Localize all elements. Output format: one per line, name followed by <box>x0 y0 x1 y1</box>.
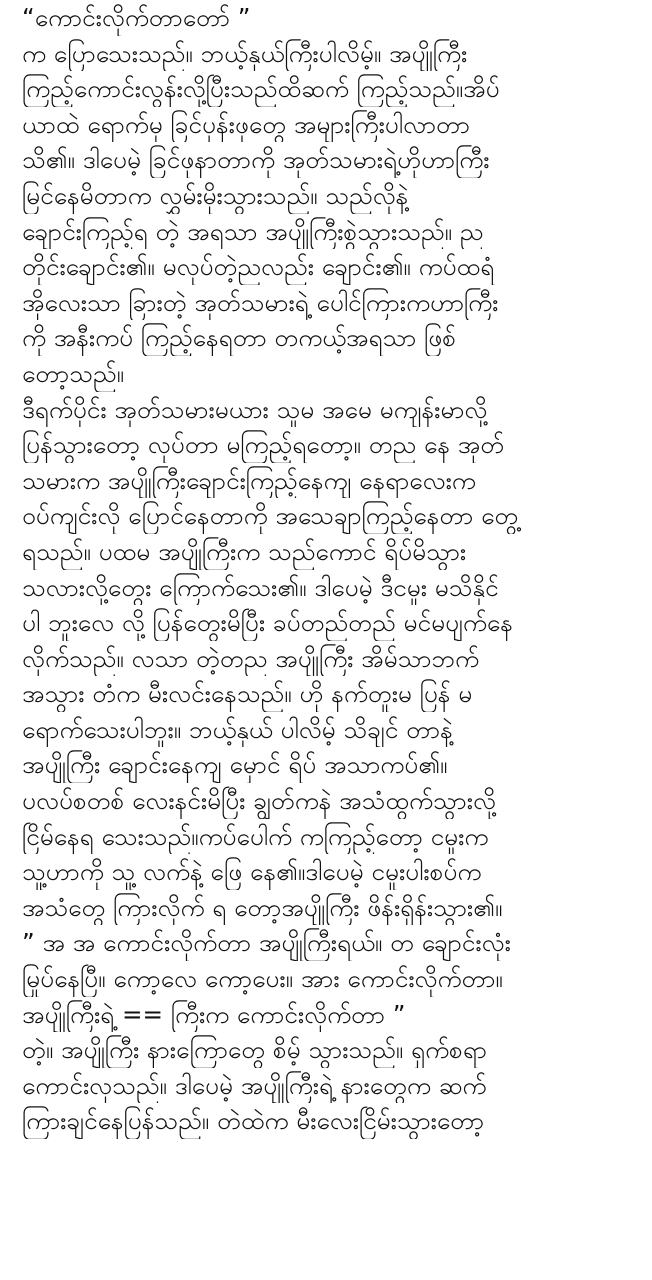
text-line: ပလပ်စတစ် လေးနင်းမိပြီး ချွတ်ကနဲ အသံထွက်သွားလို့ <box>22 786 496 816</box>
text-line: တိုင်းချောင်း၏။ မလုပ်တဲ့ညလည်း ချောင်း၏။ ကပ်ထရံ <box>22 252 495 282</box>
text-line: ပြန်သွားတော့ လုပ်တာ မကြည့်ရတော့။ တည နေ အုတ် <box>22 430 505 460</box>
text-line: က ပြောသေးသည်။ ဘယ့်နှယ်ကြီးပါလိမ့်။ အပျိုကြီး <box>22 38 468 68</box>
text-line: သလားလို့တွေး ကြောက်သေး၏။ ဒါပေမဲ့ ဒီငမူး မသိနိုင် <box>22 572 499 602</box>
text-line: အိုလေးသာ ခြားတဲ့ အုတ်သမားရဲ့ ပေါင်ကြားကဟာကြီး <box>22 287 499 317</box>
text-line: ရောက်သေးပါဘူး။ ဘယ့်နှယ် ပါလိမ့် သိချင် တာနဲ့ <box>22 714 453 744</box>
text-line: ယာထဲ ရောက်မှ ခြင်ပုန်းဖုတွေ အများကြီးပါလာတာ <box>22 109 470 139</box>
text-line: သမားက အပျိုကြီးချောင်းကြည့်နေကျ နေရာလေးက <box>22 465 476 495</box>
text-line: သိ၏။ ဒါပေမဲ့ ခြင်ဖုနာတာကို အုတ်သမားရဲ့ဟိုဟာကြီး <box>22 145 490 175</box>
text-line: ရသည်။ ပထမ အပျိုကြီးက သည်ကောင် ရိပ်မိသွား <box>22 536 467 566</box>
text-line: လိုက်သည်။ လသာ တဲ့တည အပျိုကြီး အိမ်သာဘက် <box>22 643 479 673</box>
text-line <box>22 1139 630 1175</box>
text-line: ကောင်းလှသည်။ ဒါပေမဲ့ အပျိုကြီးရဲ့ နားတွေက ဆက် <box>22 1070 487 1100</box>
text-line: ချောင်းကြည့်ရ တဲ့ အရသာ အပျိုကြီးစွဲသွားသည်။ ည <box>22 216 484 246</box>
text-line: မြုပ်နေပြီ။ ကော့လေ ကော့ပေး။ အား ကောင်းလိုက်တာ။ <box>22 964 503 994</box>
text-line: ဒီရက်ပိုင်း အုတ်သမားမယား သူမ အမေ မကျန်းမာလို့ <box>22 394 488 424</box>
text-line: အသံတွေ ကြားလိုက် ရ တော့အပျိုကြီး ဖိန်းရှိန်းသွား၏။ <box>22 892 503 922</box>
text-line: ကို အနီးကပ် ကြည့်နေရတာ တကယ့်အရသာ ဖြစ် <box>22 323 457 353</box>
text-line: သူ့ဟာကို သူ့ လက်နဲ့ ဖြေ နေ၏။ဒါပေမဲ့ ငမူးပါးစပ်က <box>22 857 482 887</box>
story-text <box>22 0 630 1175</box>
text-line: ကြည့်ကောင်းလွန်းလို့ပြီးသည်ထိဆက် ကြည့်သည်။အိပ် <box>22 74 500 104</box>
text-line: ငြိမ်နေရ သေးသည်။ကပ်ပေါက် ကကြည့်တော့ ငမူးက <box>22 821 489 851</box>
text-line: ” အ အ ကောင်းလိုက်တာ အပျိုကြီးရယ်။ တ ချောင်းလုံး <box>22 928 511 958</box>
text-line: အသွား တံက မီးလင်းနေသည်။ ဟို နက်တူးမ ပြန် မ <box>22 679 473 709</box>
text-line: ဝပ်ကျင်းလို ပြောင်နေတာကို အသေချာကြည့်နေတာ တွေ့ <box>22 501 519 531</box>
text-line: “ကောင်းလိုက်တာတော် ” <box>22 3 251 32</box>
text-line: ကြားချင်နေပြန်သည်။ တဲထဲက မီးလေးငြိမ်းသွားတော့ <box>22 1106 485 1136</box>
text-line: တော့သည်။ <box>22 358 125 388</box>
text-line: အပျိုကြီး ချောင်းနေကျ မှောင် ရိပ် အသာကပ်၏။ <box>22 750 448 780</box>
text-line: ပါ ဘူးလေ လို့ ပြန်တွေးမိပြီး ခပ်တည်တည် မင်မပျက်နေ <box>22 608 513 638</box>
text-line: တဲ့။ အပျိုကြီး နားကြောတွေ စိမ့် သွားသည်။ ရှက်စရာ <box>22 1035 487 1065</box>
text-line: မြင်နေမိတာက လွှမ်းမိုးသွားသည်။ သည်လိုနဲ့ <box>22 180 409 210</box>
text-line: အပျိုကြီးရဲ့ == ကြီးက ကောင်းလိုက်တာ ” <box>22 999 406 1029</box>
